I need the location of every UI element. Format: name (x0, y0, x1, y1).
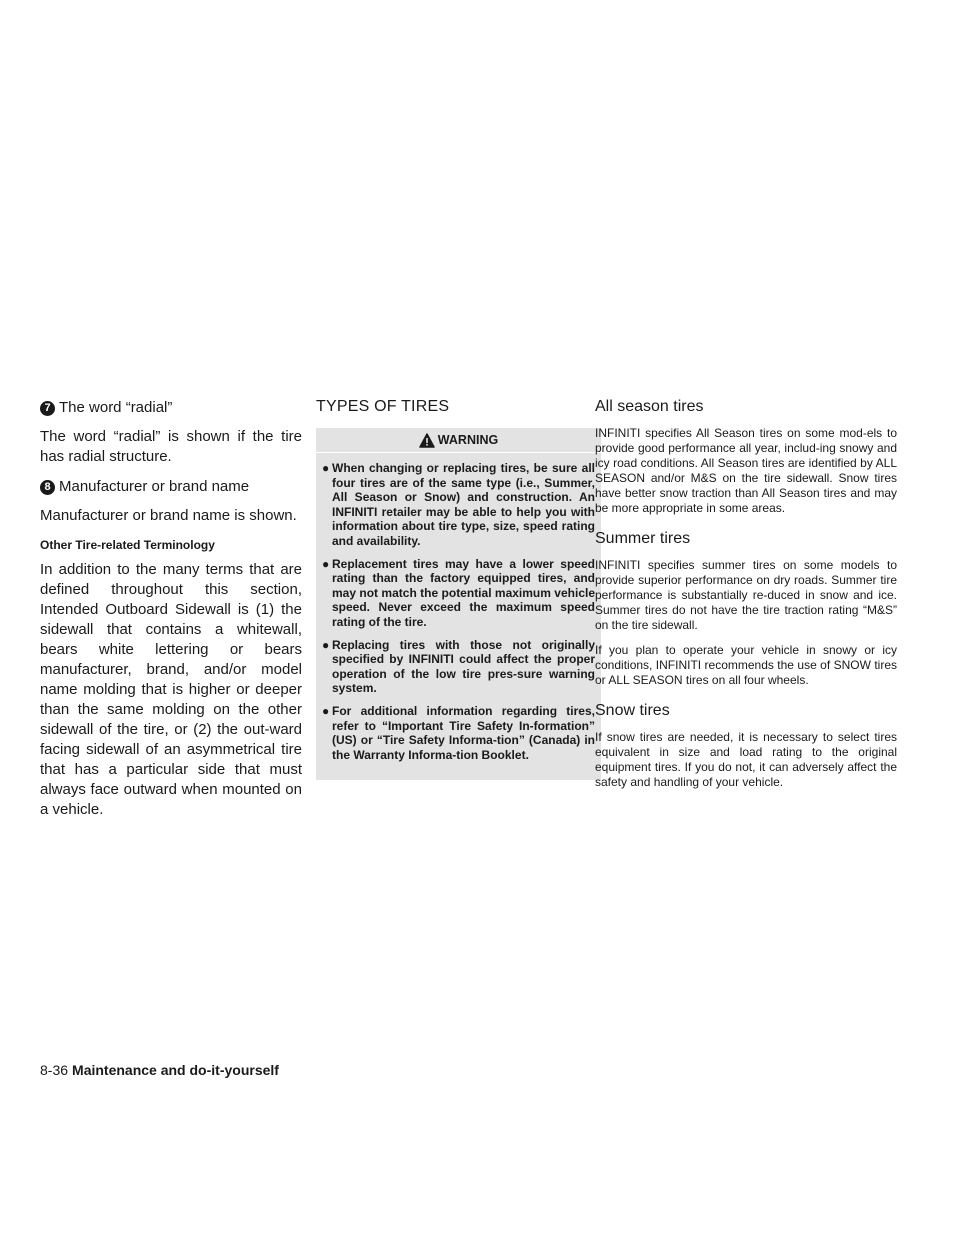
section-title: TYPES OF TIRES (316, 398, 450, 415)
summer-text-2: If you plan to operate your vehicle in snowy or icy conditions, INFINITI recommends the use of SNOW tires or ALL SEASON tires on all four wheels. (595, 643, 897, 687)
warning-item-text: When changing or replacing tires, be sure all four tires are of the same type (i.e., Summer, All Season or Snow) and construction. An INFINITI retailer may be able to help you with information about tire type, size, speed rating and availability. (332, 461, 595, 548)
item-8-heading (40, 477, 302, 497)
item-7-label: The word “radial” (59, 399, 173, 416)
all-season-text: INFINITI specifies All Season tires on some mod-els to provide good performance all year, includ-ing snowy and icy road conditions. All Season tires are identified by ALL SEASON and/or M&S on the tire sidewall. Snow tires have better snow traction than All Season tires and may be more appropriate in some areas. (595, 426, 897, 515)
warning-box (316, 428, 601, 780)
other-terminology-heading: Other Tire-related Terminology (40, 538, 215, 552)
warning-item (322, 704, 595, 762)
snow-text: If snow tires are needed, it is necessary to select tires equivalent in size and load rating to the original equipment tires. If you do not, it can adversely affect the safety and handling of your vehicle. (595, 730, 897, 789)
middle-column (316, 398, 601, 780)
warning-item (322, 557, 595, 630)
item-8-text: Manufacturer or brand name is shown. (40, 507, 297, 524)
right-column (595, 398, 897, 800)
warning-item-text: For additional information regarding tires, refer to “Important Tire Safety In-formation” (US) or “Tire Safety Informa-tion” (Canada) in the Warranty Informa-tion Booklet. (332, 703, 595, 762)
warning-triangle-icon (419, 433, 435, 448)
snow-title: Snow tires (595, 702, 670, 719)
bullet-icon: ● (322, 461, 330, 475)
warning-header (316, 428, 601, 453)
warning-label: WARNING (437, 433, 499, 447)
chapter-title: Maintenance and do-it-yourself (72, 1062, 279, 1078)
circled-number-8-icon: 8 (40, 480, 55, 495)
warning-item (322, 638, 595, 696)
other-terminology-text: In addition to the many terms that are defined throughout this section, Intended Outboard Sidewall is (1) the sidewall that contains a whitewall, bears white lettering or bears manufacturer, brand, and/or model name molding that is higher or deeper than the same molding on the other sidewall of the tire, or (2) the out-ward facing sidewall of an asymmetrical tire that has a particular side that must always face outward when mounted on a vehicle. (40, 561, 302, 818)
page-footer (40, 1062, 279, 1078)
circled-number-7-icon: 7 (40, 401, 55, 416)
bullet-icon: ● (322, 637, 330, 652)
bullet-icon: ● (322, 703, 330, 718)
warning-list (316, 453, 601, 762)
item-8-label: Manufacturer or brand name (59, 478, 250, 495)
all-season-title: All season tires (595, 398, 704, 415)
bullet-icon: ● (322, 556, 330, 571)
warning-item-text: Replacing tires with those not originally specified by INFINITI could affect the proper operation of the low tire pres-sure warning system. (332, 637, 595, 696)
warning-item (322, 461, 595, 549)
summer-title: Summer tires (595, 530, 691, 547)
summer-text-1: INFINITI specifies summer tires on some models to provide superior performance on dry roads. Summer tire performance is substantially re-duced in snow and ice. Summer tires do not have the tire traction rating “M&S” on the tire sidewall. (595, 558, 897, 632)
page-number: 8-36 (40, 1062, 69, 1078)
item-7-heading (40, 398, 302, 418)
warning-item-text: Replacement tires may have a lower speed rating than the factory equipped tires, and may not match the potential maximum vehicle speed. Never exceed the maximum speed rating of the tire. (332, 556, 595, 629)
item-7-text: The word “radial” is shown if the tire has radial structure. (40, 428, 302, 465)
left-column (40, 398, 302, 830)
